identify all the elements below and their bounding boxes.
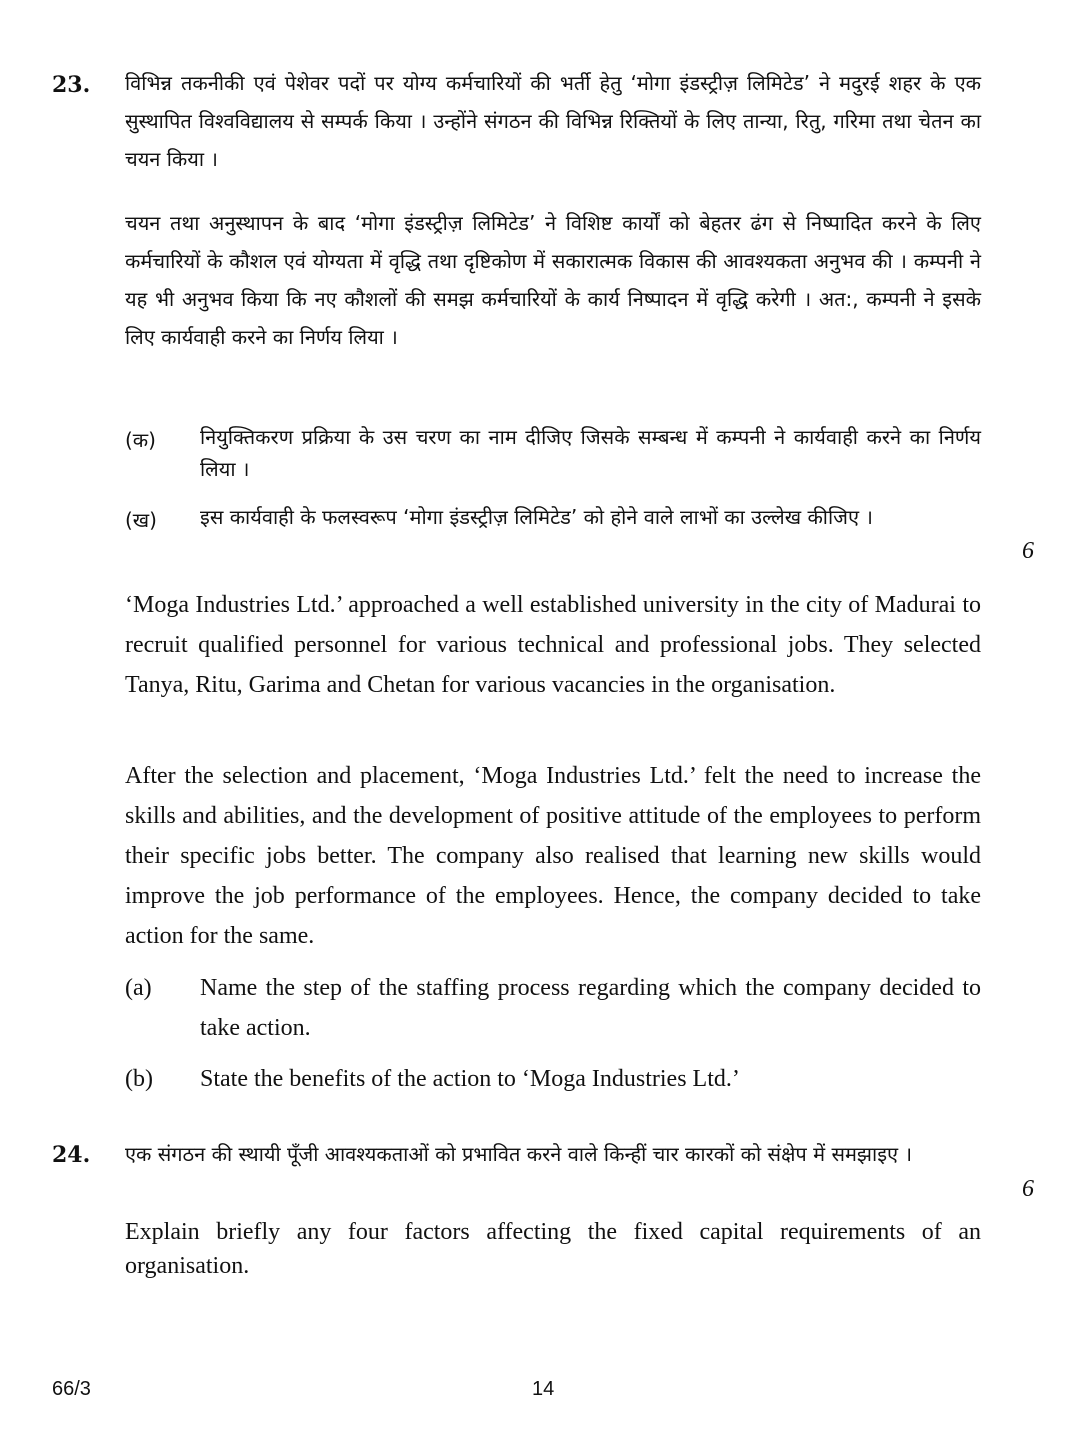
q24-marks: 6 — [1022, 1176, 1034, 1202]
q24-hindi-text: एक संगठन की स्थायी पूँजी आवश्यकताओं को प्रभावित करने वाले किन्हीं चार कारकों को संक्षेप में समझाइए । — [125, 1142, 913, 1166]
q23-hindi-paragraph-1: विभिन्न तकनीकी एवं पेशेवर पदों पर योग्य कर्मचारियों की भर्ती हेतु ‘मोगा इंडस्ट्रीज़ लिमिटेड’ ने मदुरई शहर के एक सुस्थापित विश्वविद्यालय से सम्पर्क किया । उन्होंने संगठन की विभिन्न रिक्तियों के लिए तान्या, रितु, गरिमा तथा चेतन का चयन किया । — [125, 71, 981, 171]
question-24-number: 24. — [52, 1142, 91, 1168]
q23-english-sub-a-label: (a) — [125, 975, 152, 1001]
q23-hindi-sub-b-label: (ख) — [125, 508, 157, 532]
q23-english-paragraph-1: ‘Moga Industries Ltd.’ approached a well established university in the city of Madurai to recruit qualified personnel for various technical and professional jobs. They selected Tanya, Ritu, Garima and Chetan for various vacancies in the organisation. — [125, 592, 981, 698]
q23-hindi-sub-a-label: (क) — [125, 428, 156, 452]
paper-code: 66/3 — [52, 1378, 91, 1400]
q24-english-text: Explain briefly any four factors affecting the fixed capital requirements of an organisation. — [125, 1219, 981, 1279]
q23-english-sub-a: Name the step of the staffing process regarding which the company decided to take action. — [200, 975, 981, 1041]
q23-english-sub-b: State the benefits of the action to ‘Moga Industries Ltd.’ — [200, 1066, 740, 1092]
question-23-number: 23. — [52, 72, 91, 98]
q23-hindi-sub-a: नियुक्तिकरण प्रक्रिया के उस चरण का नाम दीजिए जिसके सम्बन्ध में कम्पनी ने कार्यवाही करने का निर्णय लिया । — [200, 425, 981, 481]
q23-english-paragraph-2: After the selection and placement, ‘Moga Industries Ltd.’ felt the need to increase the skills and abilities, and the development of positive attitude of the employees to perform their specific jobs better. The company also realised that learning new skills would improve the job performance of the employees. Hence, the company decided to take action for the same. — [125, 763, 981, 949]
q23-hindi-sub-b: इस कार्यवाही के फलस्वरूप ‘मोगा इंडस्ट्रीज़ लिमिटेड’ को होने वाले लाभों का उल्लेख कीजिए । — [200, 505, 873, 529]
page-number: 14 — [532, 1378, 555, 1400]
q23-marks: 6 — [1022, 538, 1034, 564]
q23-english-sub-b-label: (b) — [125, 1066, 153, 1092]
q23-hindi-paragraph-2: चयन तथा अनुस्थापन के बाद ‘मोगा इंडस्ट्रीज़ लिमिटेड’ ने विशिष्ट कार्यों को बेहतर ढंग से निष्पादित करने के लिए कर्मचारियों के कौशल एवं योग्यता में वृद्धि तथा दृष्टिकोण में सकारात्मक विकास की आवश्यकता अनुभव की । कम्पनी ने यह भी अनुभव किया कि नए कौशलों की समझ कर्मचारियों के कार्य निष्पादन में वृद्धि करेगी । अत:, कम्पनी ने इसके लिए कार्यवाही करने का निर्णय लिया । — [125, 211, 981, 349]
